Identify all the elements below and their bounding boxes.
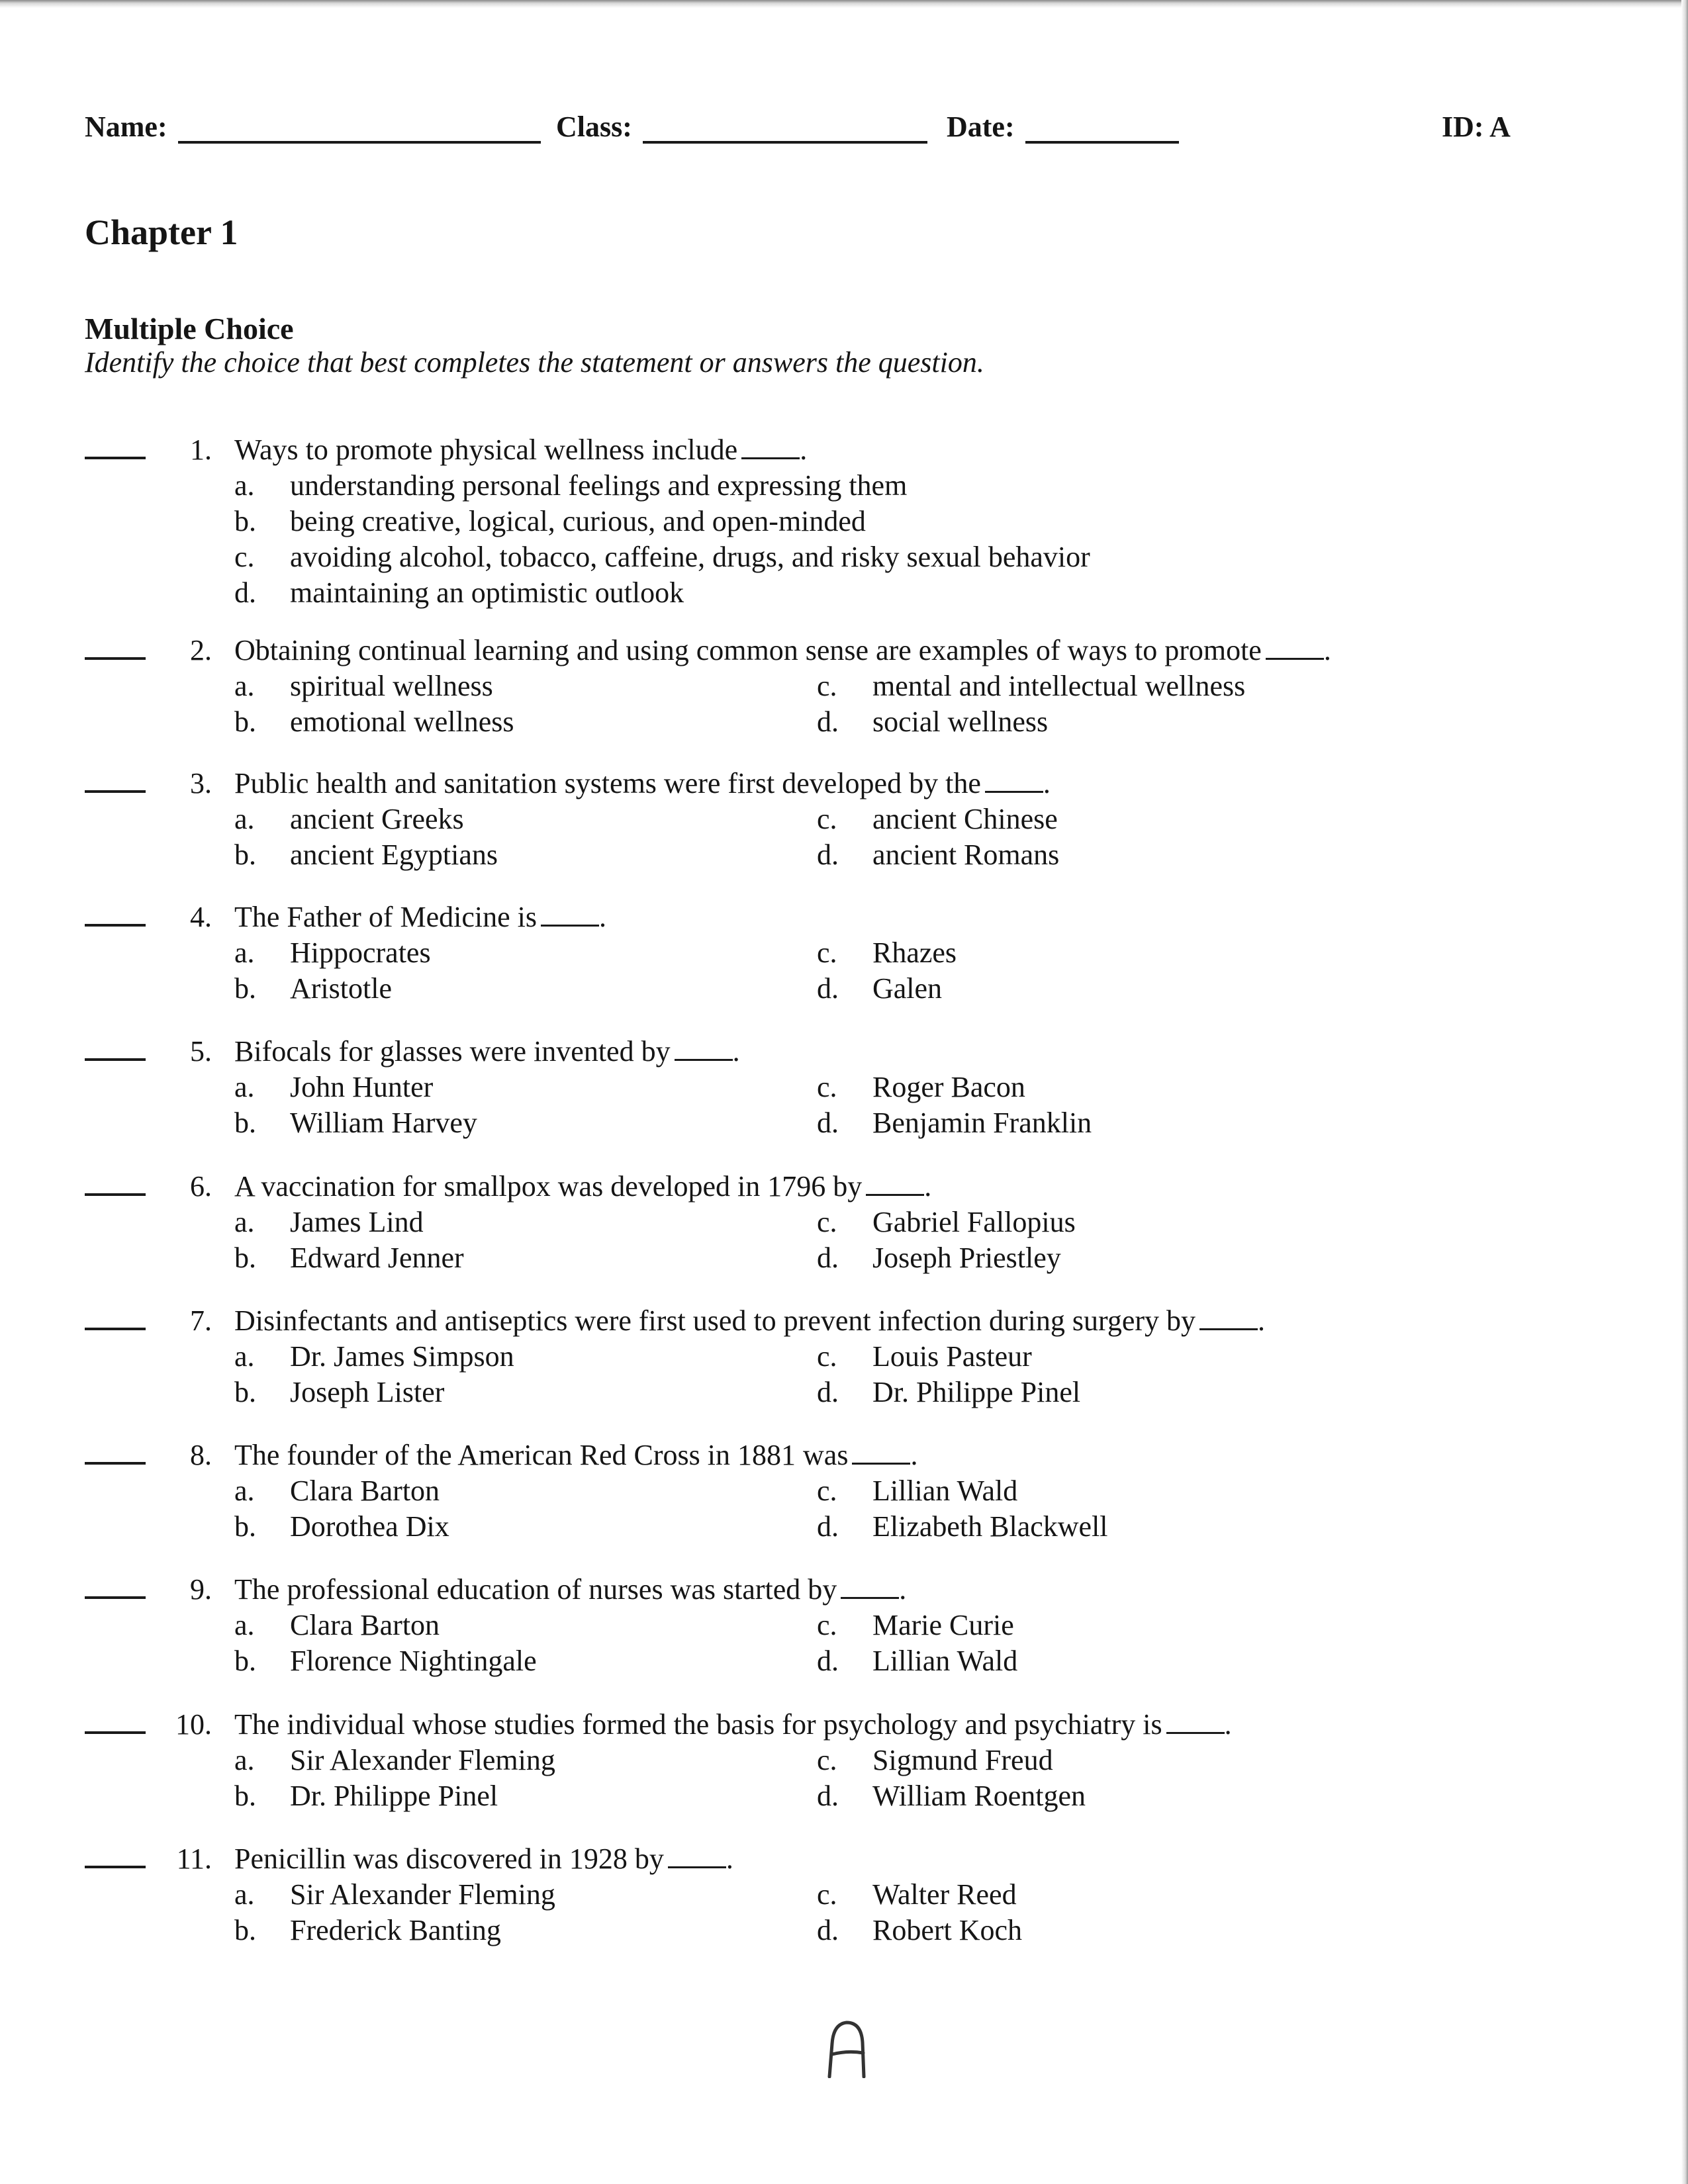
- option-letter: d.: [817, 1914, 839, 1946]
- stem-period: .: [910, 1439, 918, 1471]
- question-stem: [234, 900, 606, 934]
- answer-option[interactable]: [234, 1913, 501, 1947]
- handwritten-answer-key-mark: [824, 2020, 870, 2078]
- answer-option[interactable]: [234, 1340, 514, 1373]
- option-letter: c.: [817, 1071, 837, 1103]
- answer-option[interactable]: [234, 1375, 444, 1409]
- option-text: Elizabeth Blackwell: [872, 1510, 1108, 1543]
- option-text: Edward Jenner: [290, 1242, 464, 1274]
- answer-blank[interactable]: [85, 1866, 146, 1868]
- option-text: Rhazes: [872, 936, 957, 969]
- question-stem-text: Penicillin was discovered in 1928 by: [234, 1843, 664, 1875]
- question-stem: [234, 1438, 917, 1472]
- answer-option[interactable]: [234, 669, 493, 703]
- answer-option[interactable]: [817, 1205, 1076, 1239]
- question-stem: [234, 1707, 1232, 1741]
- option-text: William Harvey: [290, 1107, 477, 1139]
- question-number: 3.: [190, 767, 212, 799]
- class-field: [556, 110, 927, 144]
- question-number: 11.: [176, 1843, 212, 1875]
- option-text: Lillian Wald: [872, 1645, 1018, 1677]
- stem-period: .: [924, 1170, 932, 1203]
- option-text: Frederick Banting: [290, 1914, 501, 1946]
- answer-option[interactable]: [234, 972, 392, 1005]
- option-letter: c.: [817, 936, 837, 969]
- option-letter: b.: [234, 505, 256, 537]
- question-2: [0, 634, 1688, 746]
- option-letter: c.: [817, 1744, 837, 1776]
- stem-period: .: [726, 1843, 733, 1875]
- option-letter: b.: [234, 1510, 256, 1543]
- answer-option[interactable]: [817, 972, 942, 1005]
- option-letter: d.: [817, 1242, 839, 1274]
- option-letter: c.: [817, 1878, 837, 1911]
- option-letter: a.: [234, 1206, 255, 1238]
- stem-fill-blank: [841, 1574, 899, 1599]
- stem-period: .: [800, 433, 808, 466]
- question-number: 2.: [190, 634, 212, 666]
- question-number: 8.: [190, 1439, 212, 1471]
- question-stem-text: Obtaining continual learning and using common sense are examples of ways to promote: [234, 634, 1262, 666]
- option-letter: a.: [234, 1878, 255, 1911]
- question-stem: [234, 433, 807, 467]
- stem-fill-blank: [668, 1844, 726, 1868]
- stem-fill-blank: [1266, 635, 1324, 660]
- option-text: John Hunter: [290, 1071, 434, 1103]
- question-number: 4.: [190, 901, 212, 933]
- option-letter: a.: [234, 936, 255, 969]
- question-number: 10.: [175, 1708, 212, 1741]
- answer-option[interactable]: [817, 705, 1048, 739]
- answer-option[interactable]: [817, 1510, 1108, 1543]
- option-letter: a.: [234, 1071, 255, 1103]
- option-letter: c.: [817, 1475, 837, 1507]
- option-text: emotional wellness: [290, 705, 514, 738]
- question-stem-text: Ways to promote physical wellness include: [234, 433, 738, 466]
- question-number: 9.: [190, 1573, 212, 1606]
- answer-blank[interactable]: [85, 457, 146, 459]
- answer-option[interactable]: [234, 1743, 555, 1777]
- option-text: Roger Bacon: [872, 1071, 1025, 1103]
- answer-option[interactable]: [234, 1474, 440, 1508]
- option-text: Robert Koch: [872, 1914, 1023, 1946]
- option-text: Dorothea Dix: [290, 1510, 449, 1543]
- option-text: Dr. James Simpson: [290, 1340, 514, 1373]
- option-text: Joseph Priestley: [872, 1242, 1061, 1274]
- option-letter: c.: [817, 1340, 837, 1373]
- date-label: Date:: [947, 111, 1015, 143]
- option-letter: d.: [817, 1780, 839, 1812]
- option-text: Galen: [872, 972, 943, 1005]
- option-text: understanding personal feelings and expressing them: [290, 469, 908, 502]
- question-stem: [234, 1169, 931, 1203]
- question-6: [0, 1170, 1688, 1282]
- answer-option[interactable]: [234, 802, 464, 836]
- option-text: Florence Nightingale: [290, 1645, 537, 1677]
- option-letter: a.: [234, 469, 255, 502]
- answer-blank[interactable]: [85, 657, 146, 660]
- answer-blank[interactable]: [85, 1462, 146, 1465]
- option-letter: b.: [234, 1645, 256, 1677]
- option-letter: d.: [817, 1376, 839, 1408]
- stem-period: .: [1224, 1708, 1232, 1741]
- answer-option[interactable]: [234, 1205, 424, 1239]
- option-letter: b.: [234, 839, 256, 871]
- option-text: Dr. Philippe Pinel: [290, 1780, 498, 1812]
- question-1: [0, 433, 1688, 617]
- answer-option[interactable]: [234, 1070, 433, 1104]
- question-stem: [234, 766, 1051, 800]
- option-text: Sigmund Freud: [872, 1744, 1053, 1776]
- question-stem-text: The Father of Medicine is: [234, 901, 537, 933]
- stem-fill-blank: [675, 1036, 733, 1061]
- option-text: spiritual wellness: [290, 670, 493, 702]
- option-letter: c.: [817, 1206, 837, 1238]
- test-id: ID: A: [1442, 111, 1511, 143]
- option-letter: d.: [817, 972, 839, 1005]
- option-letter: b.: [234, 1107, 256, 1139]
- question-11: [0, 1843, 1688, 1954]
- scan-edge-top: [0, 0, 1688, 8]
- question-5: [0, 1035, 1688, 1147]
- option-letter: d.: [817, 705, 839, 738]
- answer-option[interactable]: [817, 1779, 1086, 1813]
- option-letter: a.: [234, 1340, 255, 1373]
- option-text: Clara Barton: [290, 1475, 440, 1507]
- answer-blank[interactable]: [85, 1193, 146, 1196]
- option-text: avoiding alcohol, tobacco, caffeine, drugs, and risky sexual behavior: [290, 541, 1090, 573]
- question-stem: [234, 1034, 740, 1068]
- stem-period: .: [1258, 1304, 1266, 1337]
- answer-blank[interactable]: [85, 1058, 146, 1061]
- option-text: Dr. Philippe Pinel: [872, 1376, 1081, 1408]
- option-text: social wellness: [872, 705, 1049, 738]
- option-text: ancient Romans: [872, 839, 1060, 871]
- question-stem-text: Public health and sanitation systems were first developed by the: [234, 767, 981, 799]
- option-letter: a.: [234, 670, 255, 702]
- stem-fill-blank: [1166, 1709, 1225, 1734]
- name-blank[interactable]: [178, 114, 541, 144]
- option-text: Hippocrates: [290, 936, 431, 969]
- question-stem-text: Disinfectants and antiseptics were first used to prevent infection during surgery by: [234, 1304, 1196, 1337]
- page-header: [85, 110, 1528, 150]
- option-letter: c.: [817, 803, 837, 835]
- option-letter: c.: [817, 1609, 837, 1641]
- question-stem-text: The individual whose studies formed the basis for psychology and psychiatry is: [234, 1708, 1162, 1741]
- question-stem: [234, 633, 1331, 667]
- answer-option[interactable]: [817, 1913, 1022, 1947]
- section-instructions: Identify the choice that best completes the statement or answers the question.: [85, 346, 984, 379]
- stem-period: .: [598, 901, 606, 933]
- option-text: ancient Egyptians: [290, 839, 498, 871]
- answer-option[interactable]: [817, 669, 1245, 703]
- option-text: Marie Curie: [872, 1609, 1014, 1641]
- class-blank[interactable]: [643, 114, 927, 144]
- answer-option[interactable]: [234, 469, 907, 502]
- stem-period: .: [1043, 767, 1051, 799]
- answer-option[interactable]: [234, 1644, 537, 1678]
- option-letter: b.: [234, 1780, 256, 1812]
- option-letter: b.: [234, 972, 256, 1005]
- option-letter: d.: [817, 1107, 839, 1139]
- section-title: Multiple Choice: [85, 312, 294, 345]
- option-text: Sir Alexander Fleming: [290, 1744, 555, 1776]
- answer-option[interactable]: [234, 1878, 555, 1911]
- question-stem-text: The founder of the American Red Cross in 1881 was: [234, 1439, 849, 1471]
- option-letter: b.: [234, 1376, 256, 1408]
- answer-option[interactable]: [234, 1510, 449, 1543]
- question-3: [0, 767, 1688, 879]
- stem-period: .: [1323, 634, 1331, 666]
- stem-period: .: [732, 1035, 740, 1068]
- answer-option[interactable]: [817, 1878, 1017, 1911]
- option-text: Louis Pasteur: [872, 1340, 1032, 1373]
- answer-blank[interactable]: [85, 1596, 146, 1599]
- option-text: mental and intellectual wellness: [872, 670, 1246, 702]
- question-9: [0, 1573, 1688, 1685]
- question-stem: [234, 1572, 906, 1606]
- option-text: Clara Barton: [290, 1609, 440, 1641]
- name-label: Name:: [85, 111, 167, 143]
- class-label: Class:: [556, 111, 632, 143]
- stem-fill-blank: [852, 1440, 910, 1465]
- question-number: 7.: [190, 1304, 212, 1337]
- option-text: ancient Chinese: [872, 803, 1058, 835]
- option-text: maintaining an optimistic outlook: [290, 576, 684, 609]
- question-number: 1.: [190, 433, 212, 466]
- option-letter: a.: [234, 1609, 255, 1641]
- option-letter: d.: [234, 576, 256, 609]
- option-text: Benjamin Franklin: [872, 1107, 1092, 1139]
- option-letter: d.: [817, 1645, 839, 1677]
- question-4: [0, 901, 1688, 1013]
- option-text: Gabriel Fallopius: [872, 1206, 1076, 1238]
- option-text: Aristotle: [290, 972, 392, 1005]
- answer-option[interactable]: [234, 540, 1090, 574]
- answer-option[interactable]: [817, 936, 957, 970]
- option-letter: b.: [234, 1242, 256, 1274]
- option-text: Joseph Lister: [290, 1376, 445, 1408]
- question-8: [0, 1439, 1688, 1551]
- option-letter: a.: [234, 1744, 255, 1776]
- option-text: Walter Reed: [872, 1878, 1017, 1911]
- name-field: [85, 110, 541, 144]
- answer-option[interactable]: [234, 1241, 464, 1275]
- answer-option[interactable]: [817, 1340, 1032, 1373]
- answer-option[interactable]: [234, 1106, 477, 1140]
- stem-fill-blank: [1199, 1306, 1258, 1330]
- question-number: 5.: [190, 1035, 212, 1068]
- answer-option[interactable]: [234, 838, 498, 872]
- stem-fill-blank: [541, 902, 599, 927]
- date-blank[interactable]: [1025, 114, 1179, 144]
- answer-option[interactable]: [817, 802, 1058, 836]
- stem-fill-blank: [985, 768, 1043, 793]
- option-letter: a.: [234, 1475, 255, 1507]
- answer-option[interactable]: [234, 1608, 440, 1642]
- answer-blank[interactable]: [85, 924, 146, 927]
- answer-option[interactable]: [817, 1608, 1014, 1642]
- stem-fill-blank: [741, 435, 800, 459]
- answer-option[interactable]: [817, 1474, 1017, 1508]
- answer-blank[interactable]: [85, 790, 146, 793]
- date-field: [947, 110, 1179, 144]
- question-stem-text: Bifocals for glasses were invented by: [234, 1035, 671, 1068]
- question-number: 6.: [190, 1170, 212, 1203]
- stem-period: .: [899, 1573, 907, 1606]
- answer-blank[interactable]: [85, 1731, 146, 1734]
- question-stem: [234, 1842, 733, 1876]
- option-text: Lillian Wald: [872, 1475, 1018, 1507]
- question-7: [0, 1304, 1688, 1416]
- answer-option[interactable]: [234, 1779, 498, 1813]
- answer-option[interactable]: [817, 1070, 1025, 1104]
- answer-option[interactable]: [817, 1644, 1017, 1678]
- option-letter: b.: [234, 705, 256, 738]
- stem-fill-blank: [866, 1171, 924, 1196]
- option-letter: c.: [817, 670, 837, 702]
- question-stem-text: The professional education of nurses was started by: [234, 1573, 837, 1606]
- option-text: Sir Alexander Fleming: [290, 1878, 555, 1911]
- option-text: William Roentgen: [872, 1780, 1086, 1812]
- answer-option[interactable]: [817, 1375, 1080, 1409]
- answer-option[interactable]: [817, 1241, 1061, 1275]
- answer-option[interactable]: [234, 504, 866, 538]
- answer-blank[interactable]: [85, 1328, 146, 1330]
- question-stem-text: A vaccination for smallpox was developed in 1796 by: [234, 1170, 863, 1203]
- question-stem: [234, 1304, 1265, 1338]
- option-letter: c.: [234, 541, 255, 573]
- option-letter: d.: [817, 839, 839, 871]
- answer-option[interactable]: [234, 576, 684, 610]
- answer-option[interactable]: [817, 1106, 1092, 1140]
- option-letter: d.: [817, 1510, 839, 1543]
- option-text: ancient Greeks: [290, 803, 464, 835]
- question-10: [0, 1708, 1688, 1820]
- answer-option[interactable]: [234, 936, 431, 970]
- answer-option[interactable]: [817, 838, 1059, 872]
- option-text: James Lind: [290, 1206, 424, 1238]
- answer-option[interactable]: [234, 705, 514, 739]
- answer-option[interactable]: [817, 1743, 1053, 1777]
- option-letter: a.: [234, 803, 255, 835]
- option-text: being creative, logical, curious, and open-minded: [290, 505, 866, 537]
- chapter-title: Chapter 1: [85, 212, 238, 252]
- option-letter: b.: [234, 1914, 256, 1946]
